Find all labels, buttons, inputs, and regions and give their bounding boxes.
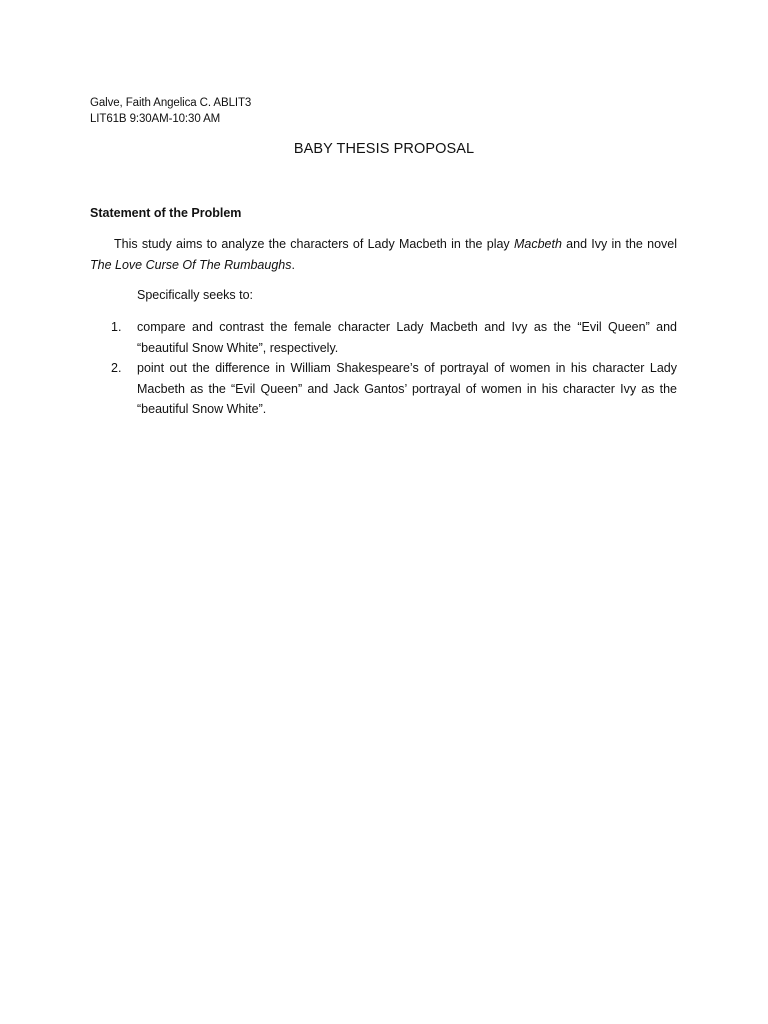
author-line: Galve, Faith Angelica C. ABLIT3 bbox=[90, 97, 252, 109]
objectives-intro: Specifically seeks to: bbox=[137, 288, 254, 302]
objectives-list bbox=[90, 317, 677, 420]
play-title: Macbeth bbox=[513, 237, 562, 251]
section-heading: Statement of the Problem bbox=[90, 206, 242, 220]
list-item-number: 2. bbox=[111, 361, 122, 375]
list-item bbox=[90, 317, 677, 358]
list-item-text: point out the difference in William Shakespeare’s of portrayal of women in his character Lady Macbeth as the “Evil Queen” and Jack Gantos’ portrayal of women in his character Ivy as the “beautiful Snow White”. bbox=[137, 361, 677, 416]
list-item-number: 1. bbox=[111, 320, 122, 334]
paragraph-text-1: This study aims to analyze the characters of Lady Macbeth in the play bbox=[114, 237, 514, 251]
novel-title: The Love Curse Of The Rumbaughs bbox=[90, 258, 292, 272]
list-item bbox=[90, 358, 677, 420]
statement-paragraph bbox=[90, 234, 677, 276]
paragraph-text-3: . bbox=[291, 258, 295, 272]
document-title: BABY THESIS PROPOSAL bbox=[293, 141, 475, 157]
paragraph-text-2: and Ivy in the novel bbox=[561, 237, 677, 251]
course-line: LIT61B 9:30AM-10:30 AM bbox=[90, 113, 221, 125]
list-item-text: compare and contrast the female character Lady Macbeth and Ivy as the “Evil Queen” and “beautiful Snow White”, respectively. bbox=[137, 320, 677, 355]
